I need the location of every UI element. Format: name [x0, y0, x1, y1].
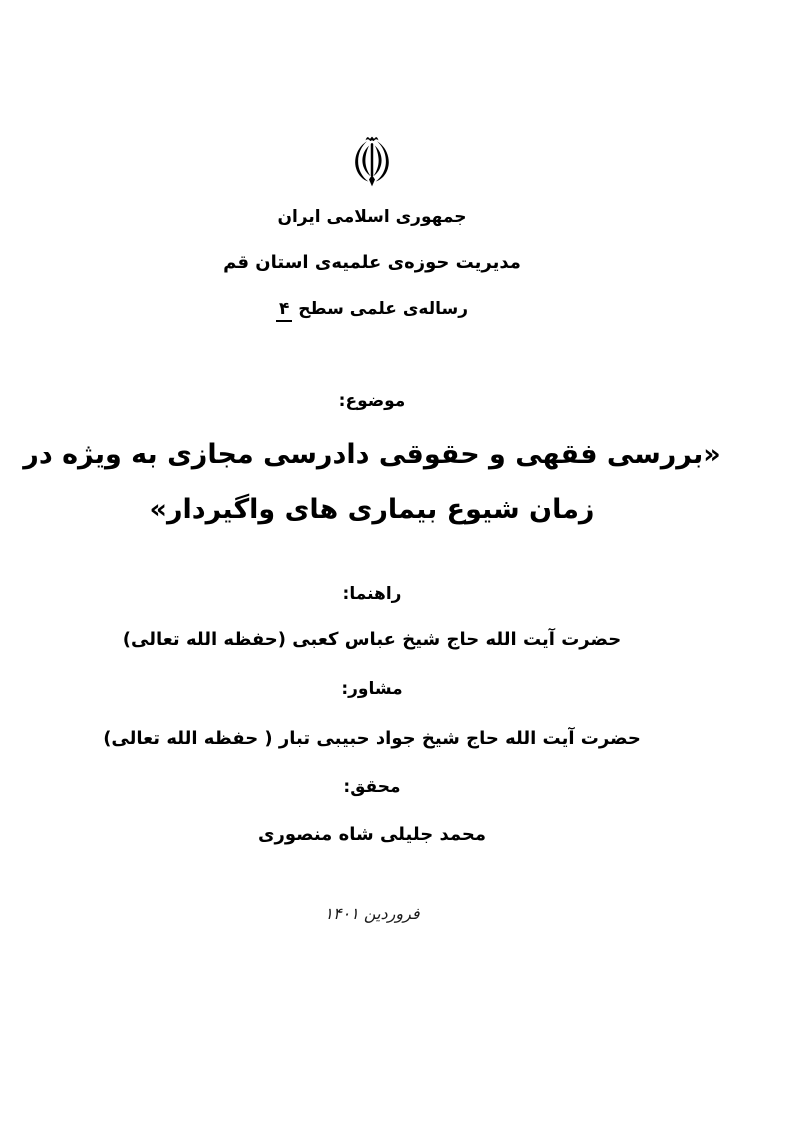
researcher-name: محمد جلیلی شاه منصوری — [257, 824, 487, 845]
publication-date: فروردین ۱۴۰۱ — [324, 904, 420, 923]
iran-emblem-icon — [349, 134, 395, 190]
thesis-title-line-2: زمان شیوع بیماری های واگیردار» — [149, 494, 595, 525]
thesis-type-prefix: رساله‌ی علمی سطح — [292, 299, 468, 319]
thesis-level: ۴ — [276, 299, 292, 322]
subject-label: موضوع: — [338, 391, 406, 411]
researcher-label: محقق: — [343, 777, 401, 797]
thesis-title-line-1: «بررسی فقهی و حقوقی دادرسی مجازی به ویژه در — [23, 439, 721, 470]
thesis-type-line — [0, 299, 744, 320]
country-title: جمهوری اسلامی ایران — [277, 207, 467, 227]
institution-title: مدیریت حوزه‌ی علمیه‌ی استان قم — [223, 252, 521, 273]
advisor-label: مشاور: — [341, 679, 403, 699]
advisor-name: حضرت آیت الله حاج شیخ جواد حبیبی تبار ( حفظه الله تعالی) — [103, 728, 641, 749]
supervisor-label: راهنما: — [342, 584, 402, 604]
supervisor-name: حضرت آیت الله حاج شیخ عباس کعبی (حفظه الله تعالی) — [122, 629, 622, 650]
